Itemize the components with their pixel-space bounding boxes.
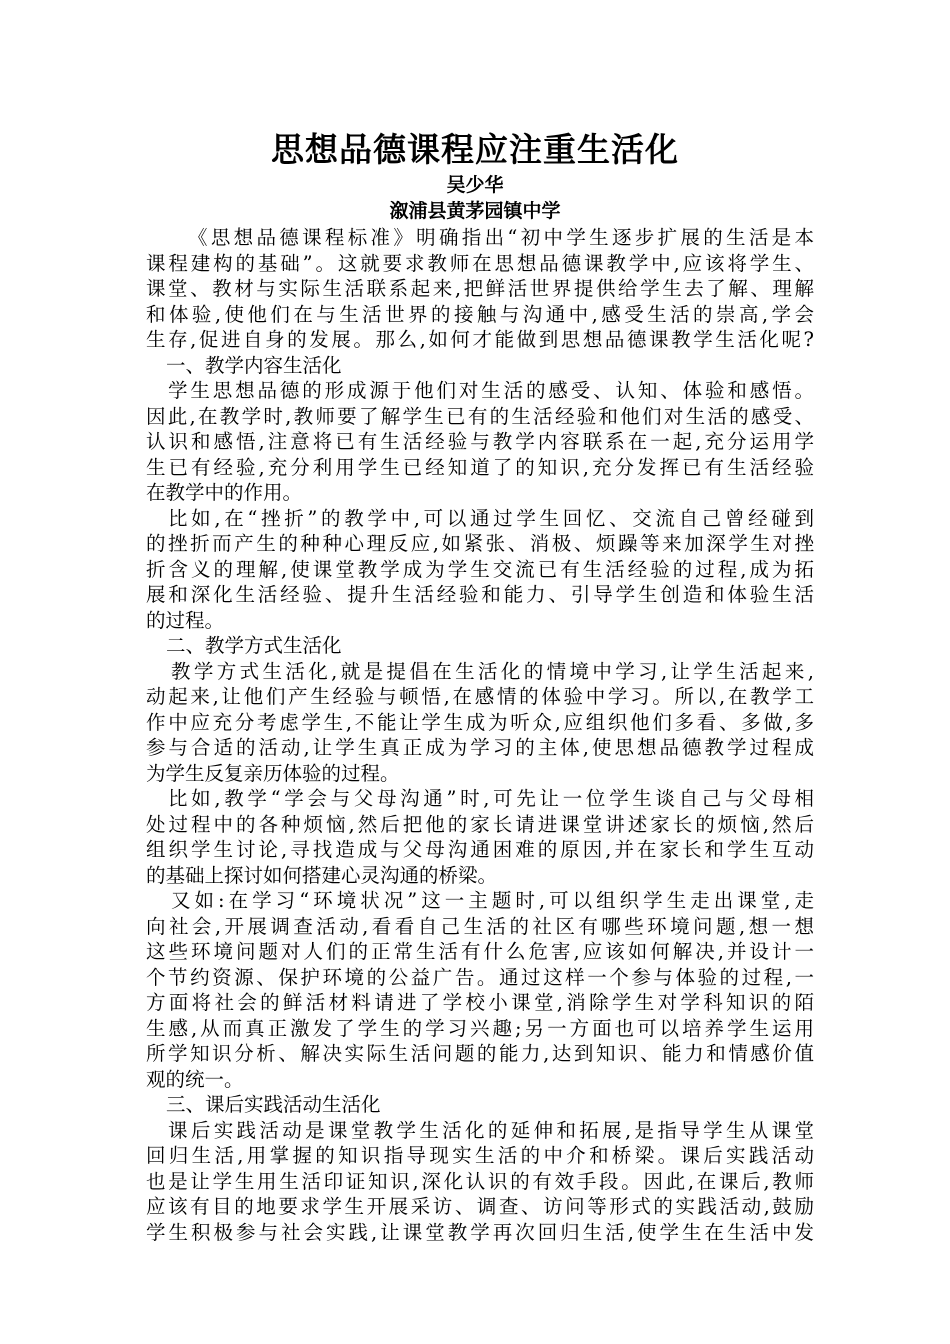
school-name: 溆浦县黄茅园镇中学: [389, 200, 561, 222]
text-line: 学生积极参与社会实践,让课堂教学再次回归生活,使学生在生活中发: [146, 1220, 814, 1244]
text-line: 观的统一。: [146, 1067, 244, 1091]
text-line: 认识和感悟,注意将已有生活经验与教学内容联系在一起,充分运用学: [146, 430, 814, 453]
text-line: 又如:在学习“环境状况”这一主题时,可以组织学生走出课堂,走: [171, 889, 814, 912]
text-line: 教学方式生活化,就是提倡在生活化的情境中学习,让学生活起来,: [171, 659, 814, 683]
text-line: 在教学中的作用。: [146, 481, 303, 504]
text-line: 生感,从而真正激发了学生的学习兴趣;另一方面也可以培养学生运用: [146, 1016, 814, 1040]
text-line: 应该有目的地要求学生开展采访、调查、访问等形式的实践活动,鼓励: [146, 1195, 814, 1218]
text-line: 折含义的理解,使课堂教学成为学生交流已有生活经验的过程,成为拓: [146, 557, 814, 581]
text-line: 课后实践活动是课堂教学生活化的延伸和拓展,是指导学生从课堂: [168, 1118, 814, 1142]
text-line: 也是让学生用生活印证知识,深化认识的有效手段。因此,在课后,教师: [146, 1169, 814, 1193]
document-title: 思想品德课程应注重生活化: [271, 130, 679, 169]
text-line: 向社会,开展调查活动,看看自己生活的社区有哪些环境问题,想一想: [146, 914, 814, 938]
text-line: 的基础上探讨如何搭建心灵沟通的桥梁。: [146, 863, 498, 887]
text-line: 动起来,让他们产生经验与顿悟,在感情的体验中学习。所以,在教学工: [146, 685, 814, 708]
text-line: 的过程。: [146, 608, 225, 632]
text-line: 这些环境问题对人们的正常生活有什么危害,应该如何解决,并设计一: [146, 940, 814, 963]
text-line: 和体验,使他们在与生活世界的接触与沟通中,感受生活的崇高,学会: [146, 302, 814, 326]
text-line: 方面将社会的鲜活材料请进了学校小课堂,消除学生对学科知识的陌: [146, 991, 814, 1014]
text-line: 回归生活,用掌握的知识指导现实生活的中介和桥梁。课后实践活动: [146, 1144, 814, 1167]
text-line: 的挫折而产生的种种心理反应,如紧张、消极、烦躁等来加深学生对挫: [146, 532, 814, 555]
text-line: 《思想品德课程标准》明确指出“初中学生逐步扩展的生活是本: [188, 226, 814, 249]
text-line: 个节约资源、保护环境的公益广告。通过这样一个参与体验的过程,一: [146, 965, 814, 989]
text-line: 为学生反复亲历体验的过程。: [146, 761, 400, 785]
text-line: 处过程中的各种烦恼,然后把他的家长请进课堂讲述家长的烦恼,然后: [146, 812, 814, 836]
text-line: 课堂、教材与实际生活联系起来,把鲜活世界提供给学生去了解、理解: [146, 277, 814, 300]
text-line: 生存,促进自身的发展。那么,如何才能做到思想品德课教学生活化呢?: [146, 328, 814, 351]
text-line: 参与合适的活动,让学生真正成为学习的主体,使思想品德教学过程成: [146, 736, 814, 759]
text-line: 生已有经验,充分利用学生已经知道了的知识,充分发挥已有生活经验: [146, 455, 814, 479]
text-line: 展和深化生活经验、提升生活经验和能力、引导学生创造和体验生活: [146, 583, 814, 606]
text-line: 作中应充分考虑学生,不能让学生成为听众,应组织他们多看、多做,多: [146, 710, 814, 734]
body-text: [146, 225, 814, 1245]
text-line: 比如,在“挫折”的教学中,可以通过学生回忆、交流自己曾经碰到: [168, 506, 814, 530]
text-line: 比如,教学“学会与父母沟通”时,可先让一位学生谈自己与父母相: [168, 787, 814, 810]
text-line: 一、教学内容生活化: [166, 353, 342, 377]
text-line: 课程建构的基础”。这就要求教师在思想品德课教学中,应该将学生、: [146, 251, 814, 275]
author-name: 吴少华: [446, 174, 504, 196]
text-line: 三、课后实践活动生活化: [166, 1093, 381, 1116]
text-line: 学生思想品德的形成源于他们对生活的感受、认知、体验和感悟。: [168, 379, 814, 402]
text-line: 因此,在教学时,教师要了解学生已有的生活经验和他们对生活的感受、: [146, 404, 814, 428]
text-line: 所学知识分析、解决实际生活问题的能力,达到知识、能力和情感价值: [146, 1042, 814, 1065]
text-line: 二、教学方式生活化: [166, 634, 342, 657]
text-line: 组织学生讨论,寻找造成与父母沟通困难的原因,并在家长和学生互动: [146, 838, 814, 861]
